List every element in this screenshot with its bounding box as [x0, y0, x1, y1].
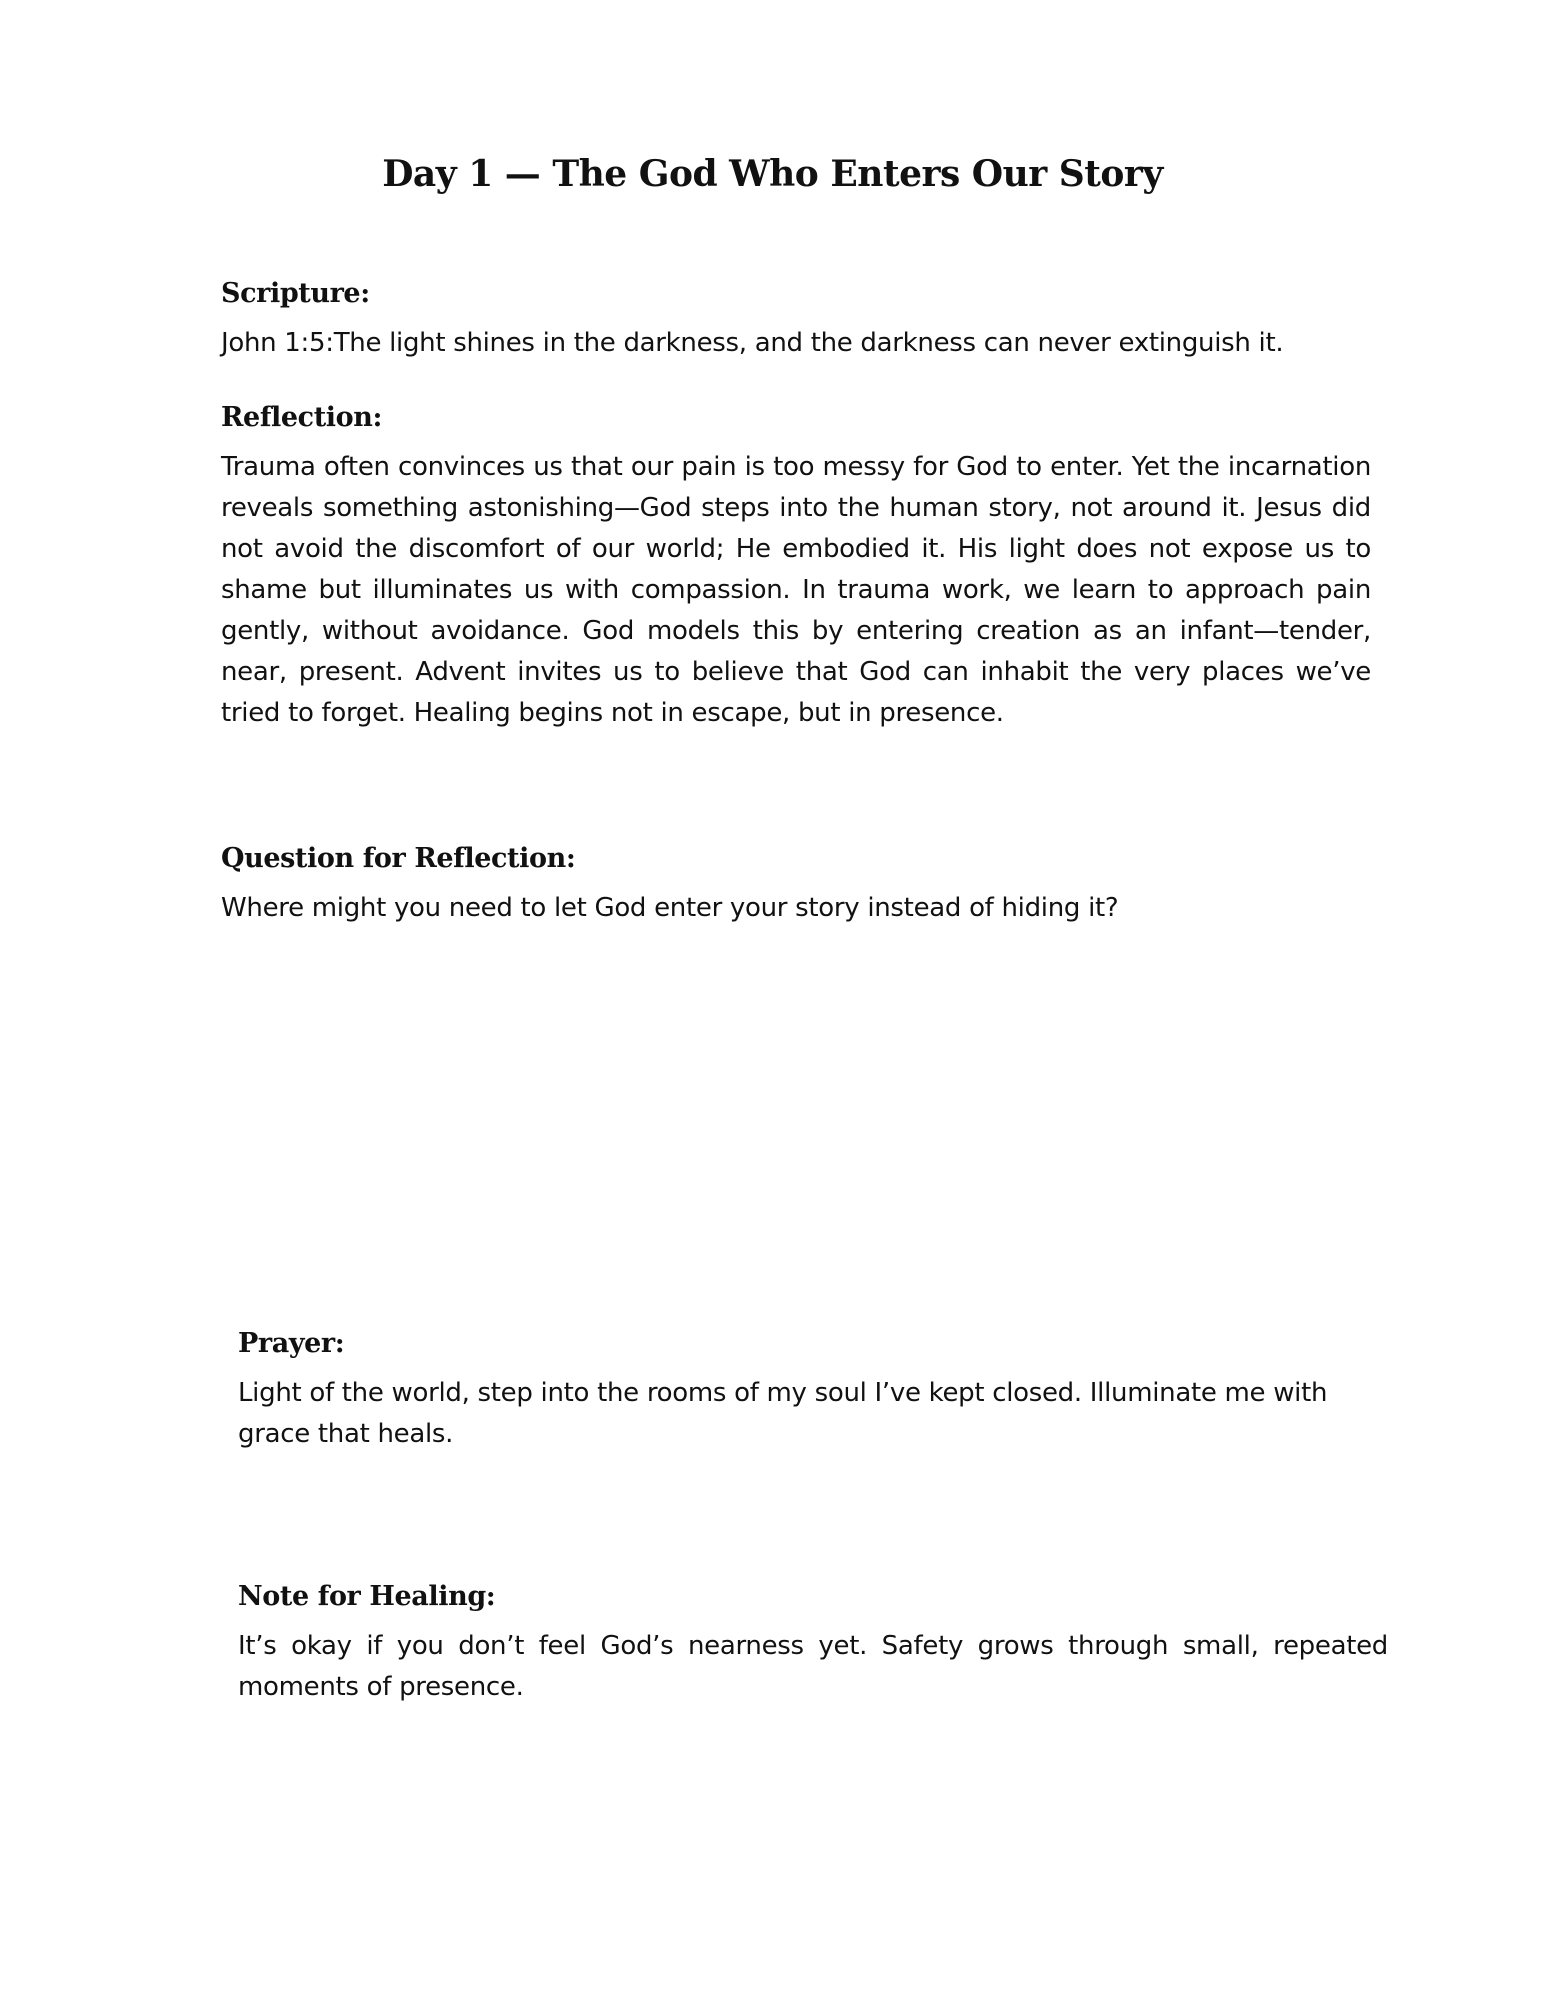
prayer-heading: Prayer:: [238, 1328, 345, 1359]
prayer-text: Light of the world, step into the rooms of my soul I’ve kept closed. Illuminate me with grace that heals.: [238, 1378, 1328, 1449]
prayer-section: [238, 1327, 1388, 1455]
reflection-heading: Reflection:: [221, 402, 383, 433]
question-heading: Question for Reflection:: [221, 843, 576, 874]
scripture-text: John 1:5:The light shines in the darkness, and the darkness can never extinguish it.: [221, 328, 1284, 358]
reflection-text: Trauma often convinces us that our pain is too messy for God to enter. Yet the incarnation reveals something astonishing—God steps into the human story, not around it. Jesus did not avoid the discomfort of our world; He embodied it. His light does not expose us to shame but illuminates us with compassion. In trauma work, we learn to approach pain gently, without avoidance. God models this by entering creation as an infant—tender, near, present. Advent invites us to believe that God can inhabit the very places we’ve tried to forget. Healing begins not in escape, but in presence.: [221, 452, 1371, 728]
question-section: [221, 842, 1371, 929]
reflection-section: [221, 401, 1371, 734]
note-heading: Note for Healing:: [238, 1581, 496, 1612]
note-section: [238, 1580, 1388, 1708]
page-title: Day 1 — The God Who Enters Our Story: [382, 153, 1163, 195]
note-text: It’s okay if you don’t feel God’s nearness yet. Safety grows through small, repeated moments of presence.: [238, 1631, 1388, 1702]
scripture-heading: Scripture:: [221, 278, 370, 309]
question-text: Where might you need to let God enter your story instead of hiding it?: [221, 893, 1119, 923]
scripture-section: [221, 277, 1371, 364]
